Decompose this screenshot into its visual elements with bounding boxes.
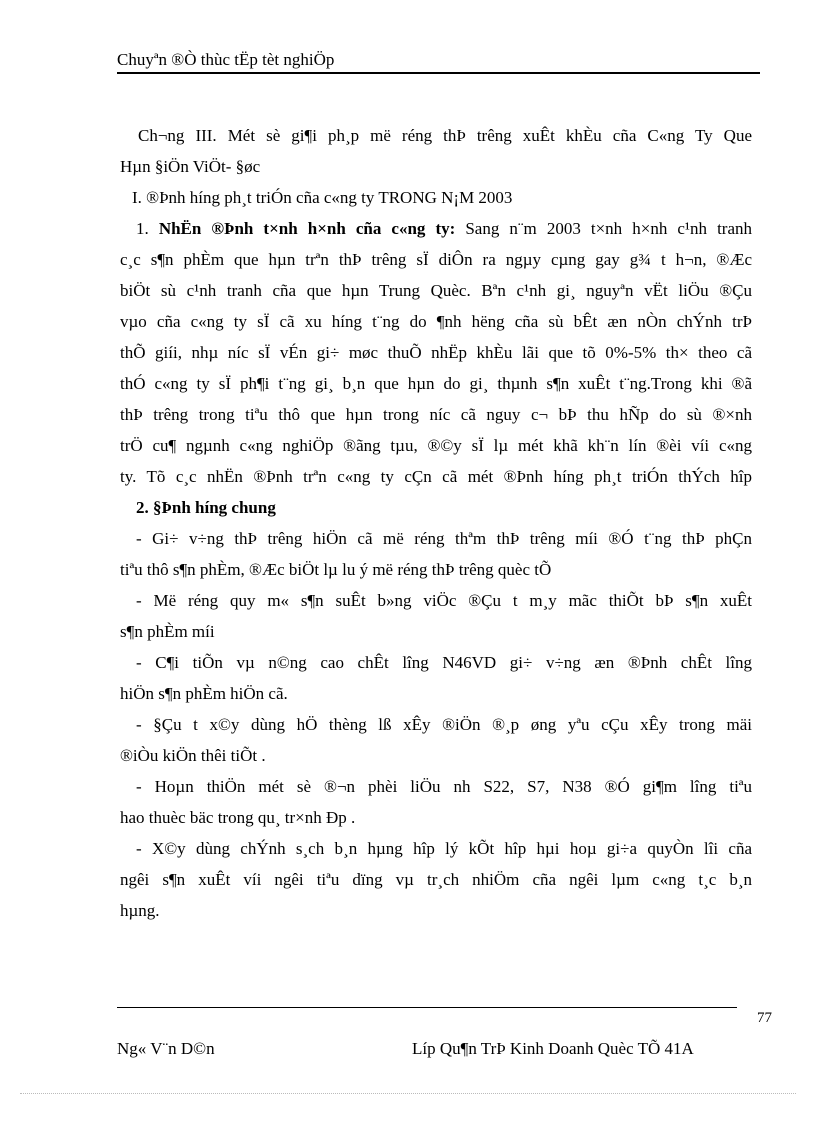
paragraph-line: ty. Tõ c¸c nhËn ®Þnh trªn c«ng ty cÇn cã mét ®Þnh híng ph¸t triÓn thÝch hîp (120, 467, 752, 486)
running-header: Chuyªn ®Ò thùc tËp tèt nghiÖp (117, 50, 760, 74)
footer-author: Ng« V¨n D©n (117, 1039, 215, 1058)
bullet-line: - Gi÷ v÷ng thÞ trêng hiÖn cã më réng thªm thÞ trêng míi ®Ó t¨ng thÞ phÇn (136, 529, 752, 548)
footer-class: Líp Qu¶n TrÞ Kinh Doanh Quèc TÕ 41A (412, 1039, 694, 1058)
bullet-line: - §Çu t x©y dùng hÖ thèng lß xÊy ®iÖn ®¸p øng yªu cÇu xÊy trong mäi (136, 715, 752, 734)
document-body (120, 120, 752, 926)
paragraph-line: trÖ cu¶ ngµnh c«ng nghiÖp ®ãng tµu, ®©y sÏ lµ mét khã kh¨n lín ®èi víi c«ng (120, 436, 752, 455)
chapter-title-line-2: Hµn §iÖn ViÖt- §øc (120, 157, 261, 176)
footer-divider (117, 1007, 737, 1008)
bullet-line: - Hoµn thiÖn mét sè ®¬n phèi liÖu nh S22, S7, N38 ®Ó gi¶m lîng tiªu (136, 777, 752, 796)
paragraph-line: thÓ c«ng ty sÏ ph¶i t¨ng gi¸ b¸n que hµn do gi¸ thµnh s¶n xuÊt t¨ng.Trong khi ®ã (120, 374, 752, 393)
subheading-1-title: NhËn ®Þnh t×nh h×nh cña c«ng ty: (158, 219, 456, 238)
paragraph-line: thÞ trêng trong tiªu thô que hµn trong níc cã nguy c¬ bÞ thu hÑp do sù ®×nh (120, 405, 752, 424)
subheading-1-line (120, 213, 752, 244)
chapter-title-line-1: Ch¬ng III. Mét sè gi¶i ph¸p më réng thÞ trêng xuÊt khÈu cña C«ng Ty Que (138, 126, 752, 145)
page-number: 77 (757, 1010, 772, 1026)
section-heading: I. ®Þnh híng ph¸t triÓn cña c«ng ty TRONG N¡M 2003 (132, 188, 513, 207)
paragraph-line: biÖt sù c¹nh tranh cña que hµn Trung Quèc. Bªn c¹nh gi¸ nguyªn vËt liÖu ®Çu (120, 281, 752, 300)
bullet-line: - C¶i tiÕn vµ n©ng cao chÊt lîng N46VD gi÷ v÷ng æn ®Þnh chÊt lîng (136, 653, 752, 672)
paragraph-line: tiªu thô s¶n phÈm, ®Æc biÖt lµ lu ý më réng thÞ trêng quèc tÕ (120, 560, 552, 579)
bullet-line: - X©y dùng chÝnh s¸ch b¸n hµng hîp lý kÕt hîp hµi hoµ gi÷a quyÒn lîi cña (136, 839, 752, 858)
paragraph-line: vµo cña c«ng ty sÏ cã xu híng t¨ng do ¶nh hëng cña sù bÊt æn nÒn chÝnh trÞ (120, 312, 752, 331)
paragraph-line: hµng. (120, 901, 160, 920)
paragraph-line: thÕ giíi, nhµ níc sÏ vÉn gi÷ møc thuÕ nhËp khÈu lãi que tõ 0%-5% th× theo cã (120, 343, 752, 362)
subheading-1-text: Sang n¨m 2003 t×nh h×nh c¹nh tranh (455, 219, 752, 238)
page-bottom-divider (20, 1093, 796, 1094)
bullet-line: - Më réng quy m« s¶n suÊt b»ng viÖc ®Çu t m¸y mãc thiÕt bÞ s¶n xuÊt (136, 591, 752, 610)
paragraph-line: hiÖn s¶n phÈm hiÖn cã. (120, 684, 288, 703)
subheading-1-number: 1. (136, 219, 159, 238)
paragraph-line: hao thuèc bäc trong qu¸ tr×nh Ðp . (120, 808, 356, 827)
paragraph-line: ngêi s¶n xuÊt víi ngêi tiªu dïng vµ tr¸ch nhiÖm cña ngêi lµm c«ng t¸c b¸n (120, 870, 752, 889)
paragraph-line: c¸c s¶n phÈm que hµn trªn thÞ trêng sÏ diÔn ra ngµy cµng gay g¾ t h¬n, ®Æc (120, 250, 752, 269)
paragraph-line: ®iÒu kiÖn thêi tiÕt . (120, 746, 266, 765)
subheading-2: 2. §Þnh híng chung (136, 498, 276, 517)
paragraph-line: s¶n phÈm míi (120, 622, 215, 641)
